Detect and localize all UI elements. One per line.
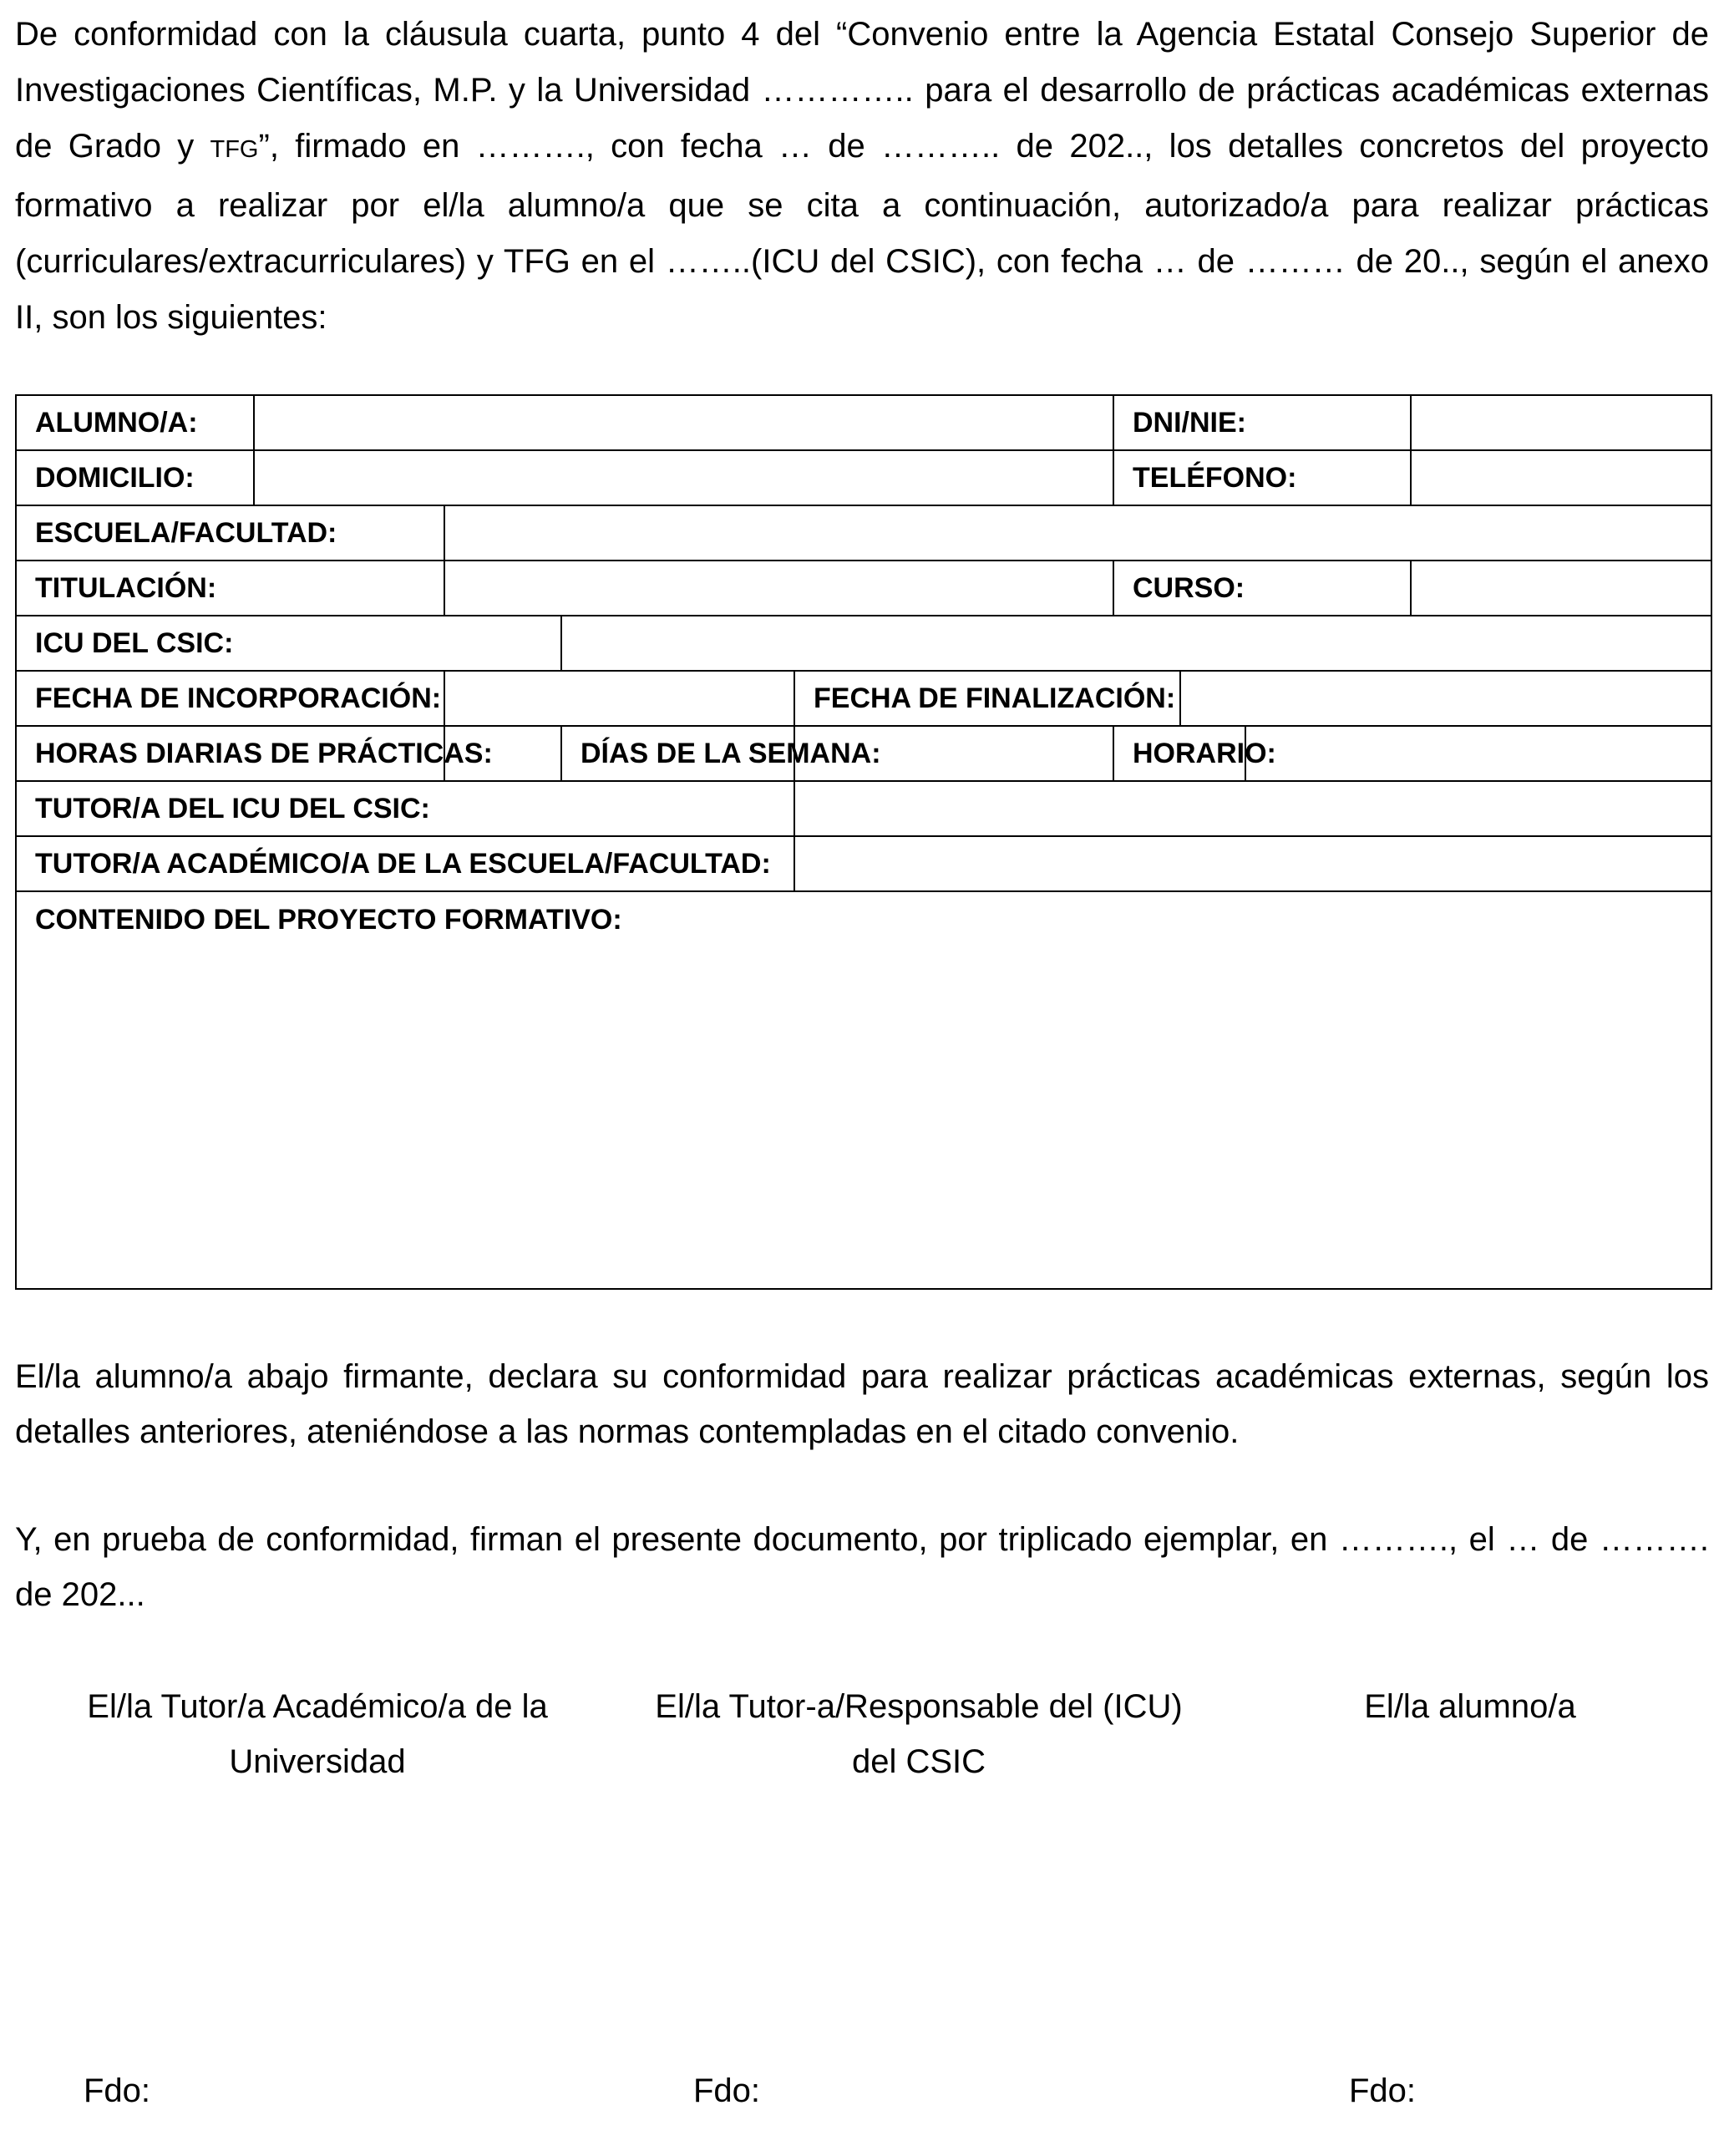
titulacion-field[interactable] [444,561,1113,616]
signature-alumno-line1: El/la alumno/a [1364,1688,1576,1725]
tutor-icu-field[interactable] [794,781,1711,836]
conformity-paragraph: Y, en prueba de conformidad, firman el presente documento, por triplicado ejemplar, en ………., el … de ………. de 202... [15,1521,1709,1613]
telefono-field[interactable] [1411,450,1711,505]
dni-field[interactable] [1411,395,1711,450]
intro-text-2: ”, firmado en ………., con fecha … de ……….. de 202.., los detalles concretos del proyecto formativo a realizar por el/la alumno/a que se cita a continuación, autorizado/a para realizar prácticas (curriculares/extracurriculares) y TFG en el ……..(ICU del CSIC), con fecha … de ……… de 20.., según el anexo II, son los siguientes: [15,128,1709,336]
student-form-table [15,394,1712,1290]
icu-field[interactable] [561,616,1711,671]
tutor-academico-label: TUTOR/A ACADÉMICO/A DE LA ESCUELA/FACULTAD: [16,836,794,891]
horario-field[interactable] [1245,726,1711,781]
tutor-academico-field[interactable] [794,836,1711,891]
signature-alumno [1320,1679,1620,1734]
domicilio-field[interactable] [254,450,1113,505]
domicilio-label: DOMICILIO: [16,450,254,505]
declaration-paragraph: El/la alumno/a abajo firmante, declara su conformidad para realizar prácticas académicas externas, según los detalles anteriores, ateniéndose a las normas contempladas en el citado convenio. [15,1358,1709,1450]
row-alumno [16,395,1711,450]
fdo-tutor-academico: Fdo: [84,2072,151,2109]
signature-tutor-icu-line1: El/la Tutor-a/Responsable del (ICU) [655,1688,1183,1725]
fdo-tutor-icu: Fdo: [693,2072,761,2109]
row-domicilio [16,450,1711,505]
row-tutor-icu [16,781,1711,836]
titulacion-label: TITULACIÓN: [16,561,444,616]
alumno-field[interactable] [254,395,1113,450]
row-escuela [16,505,1711,561]
intro-paragraph [15,7,1709,346]
row-titulacion [16,561,1711,616]
signature-tutor-icu-line2: del CSIC [851,1743,986,1780]
row-fechas [16,671,1711,726]
dias-semana-label: DÍAS DE LA SEMANA: [561,726,794,781]
contenido-field[interactable] [16,891,1711,1289]
alumno-label: ALUMNO/A: [16,395,254,450]
horario-label: HORARIO: [1113,726,1245,781]
row-contenido [16,891,1711,1289]
escuela-label: ESCUELA/FACULTAD: [16,505,444,561]
signature-tutor-academico-line2: Universidad [229,1743,406,1780]
contenido-label: CONTENIDO DEL PROYECTO FORMATIVO: [35,904,622,936]
fecha-incorporacion-label: FECHA DE INCORPORACIÓN: [16,671,444,726]
telefono-label: TELÉFONO: [1113,450,1411,505]
signature-tutor-academico [50,1679,585,1789]
row-horas [16,726,1711,781]
dni-label: DNI/NIE: [1113,395,1411,450]
fdo-alumno: Fdo: [1349,2072,1417,2109]
row-tutor-academico [16,836,1711,891]
intro-text-1: De conformidad con la cláusula cuarta, punto 4 del “Convenio entre la Agencia Estatal Consejo Superior de Investigaciones Científicas, M.P. y la Universidad ………….. para el desarrollo de prácticas académicas externas de Grado y [15,16,1709,165]
row-icu [16,616,1711,671]
signature-tutor-academico-line1: El/la Tutor/a Académico/a de la [87,1688,548,1725]
horas-diarias-label: HORAS DIARIAS DE PRÁCTICAS: [16,726,444,781]
fecha-incorporacion-field[interactable] [444,671,794,726]
icu-label: ICU DEL CSIC: [16,616,561,671]
signature-tutor-icu [643,1679,1194,1789]
curso-label: CURSO: [1113,561,1411,616]
fecha-finalizacion-label: FECHA DE FINALIZACIÓN: [794,671,1180,726]
intro-tfg: TFG [210,136,259,163]
escuela-field[interactable] [444,505,1711,561]
curso-field[interactable] [1411,561,1711,616]
tutor-icu-label: TUTOR/A DEL ICU DEL CSIC: [16,781,794,836]
fecha-finalizacion-field[interactable] [1180,671,1711,726]
